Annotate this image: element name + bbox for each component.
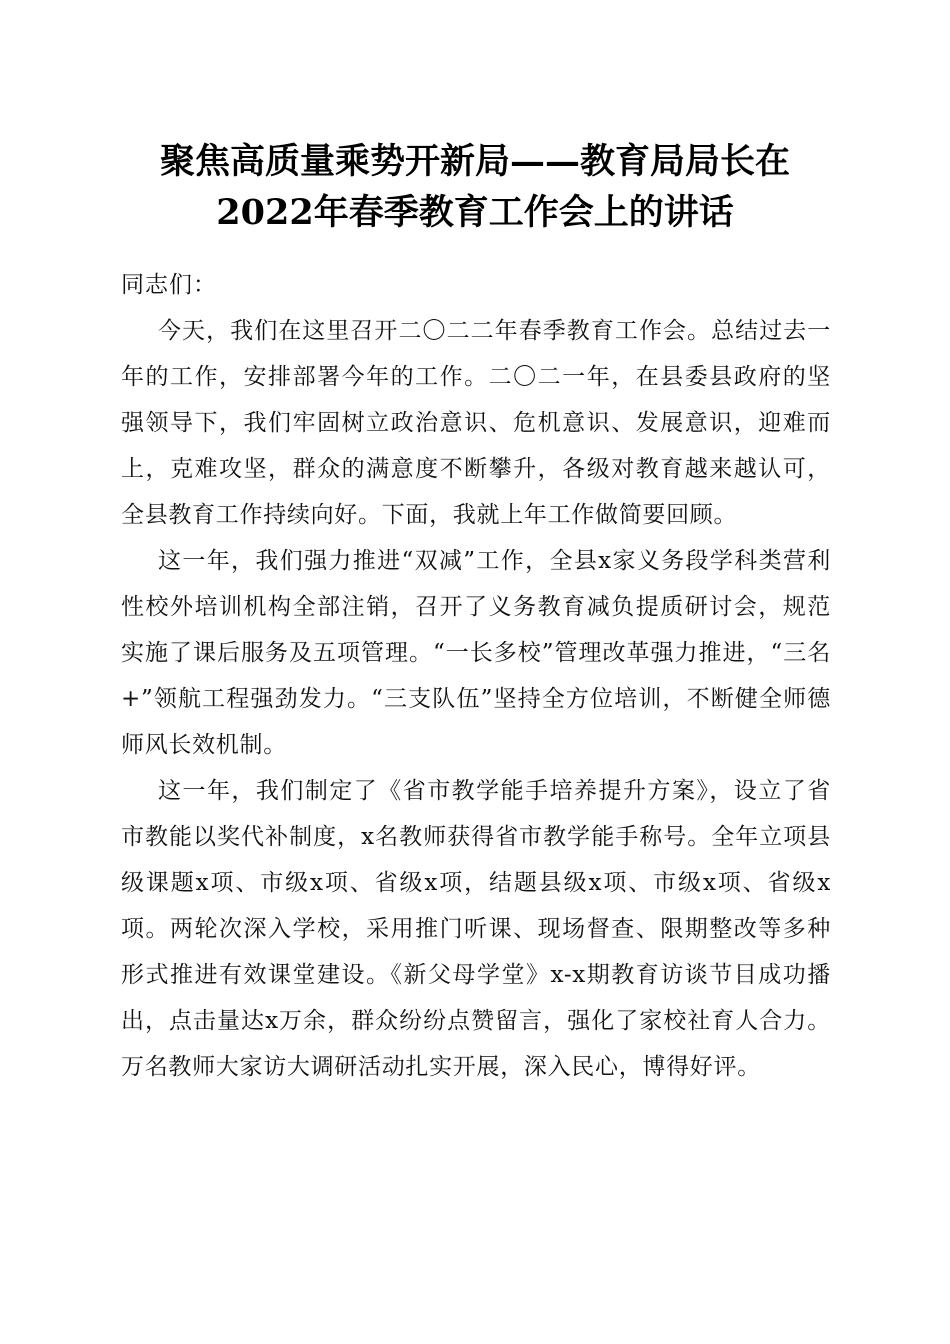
paragraph-3: 这一年，我们制定了《省市教学能手培养提升方案》，设立了省市教能以奖代补制度，x名教师获得省市教学能手称号。全年立项县级课题x项、市级x项、省级x项，结题县级x项、市级x项、省级x项。两轮次深入学校，采用推门听课、现场督查、限期整改等多种形式推进有效课堂建设。《新父母学堂》x-x期教育访谈节目成功播出，点击量达x万余，群众纷纷点赞留言，强化了家校社育人合力。万名教师大家访大调研活动扎实开展，深入民心，博得好评。 bbox=[121, 778, 831, 1080]
paragraph-1: 今天，我们在这里召开二〇二二年春季教育工作会。总结过去一年的工作，安排部署今年的工作。二〇二一年，在县委县政府的坚强领导下，我们牢固树立政治意识、危机意识、发展意识，迎难而上，克难攻坚，群众的满意度不断攀升，各级对教育越来越认可，全县教育工作持续向好。下面，我就上年工作做简要回顾。 bbox=[121, 318, 831, 528]
document-body bbox=[121, 262, 831, 1090]
document-title bbox=[100, 136, 850, 238]
paragraph-2: 这一年，我们强力推进“双减”工作，全县x家义务段学科类营利性校外培训机构全部注销，召开了义务教育减负提质研讨会，规范实施了课后服务及五项管理。“一长多校”管理改革强力推进，“三名+”领航工程强劲发力。“三支队伍”坚持全方位培训，不断健全师德师风长效机制。 bbox=[121, 548, 831, 758]
title-line-1: 聚焦高质量乘势开新局——教育局局长在 bbox=[159, 141, 790, 182]
salutation: 同志们： bbox=[121, 272, 217, 298]
title-line-2: 2022年春季教育工作会上的讲话 bbox=[216, 192, 734, 233]
